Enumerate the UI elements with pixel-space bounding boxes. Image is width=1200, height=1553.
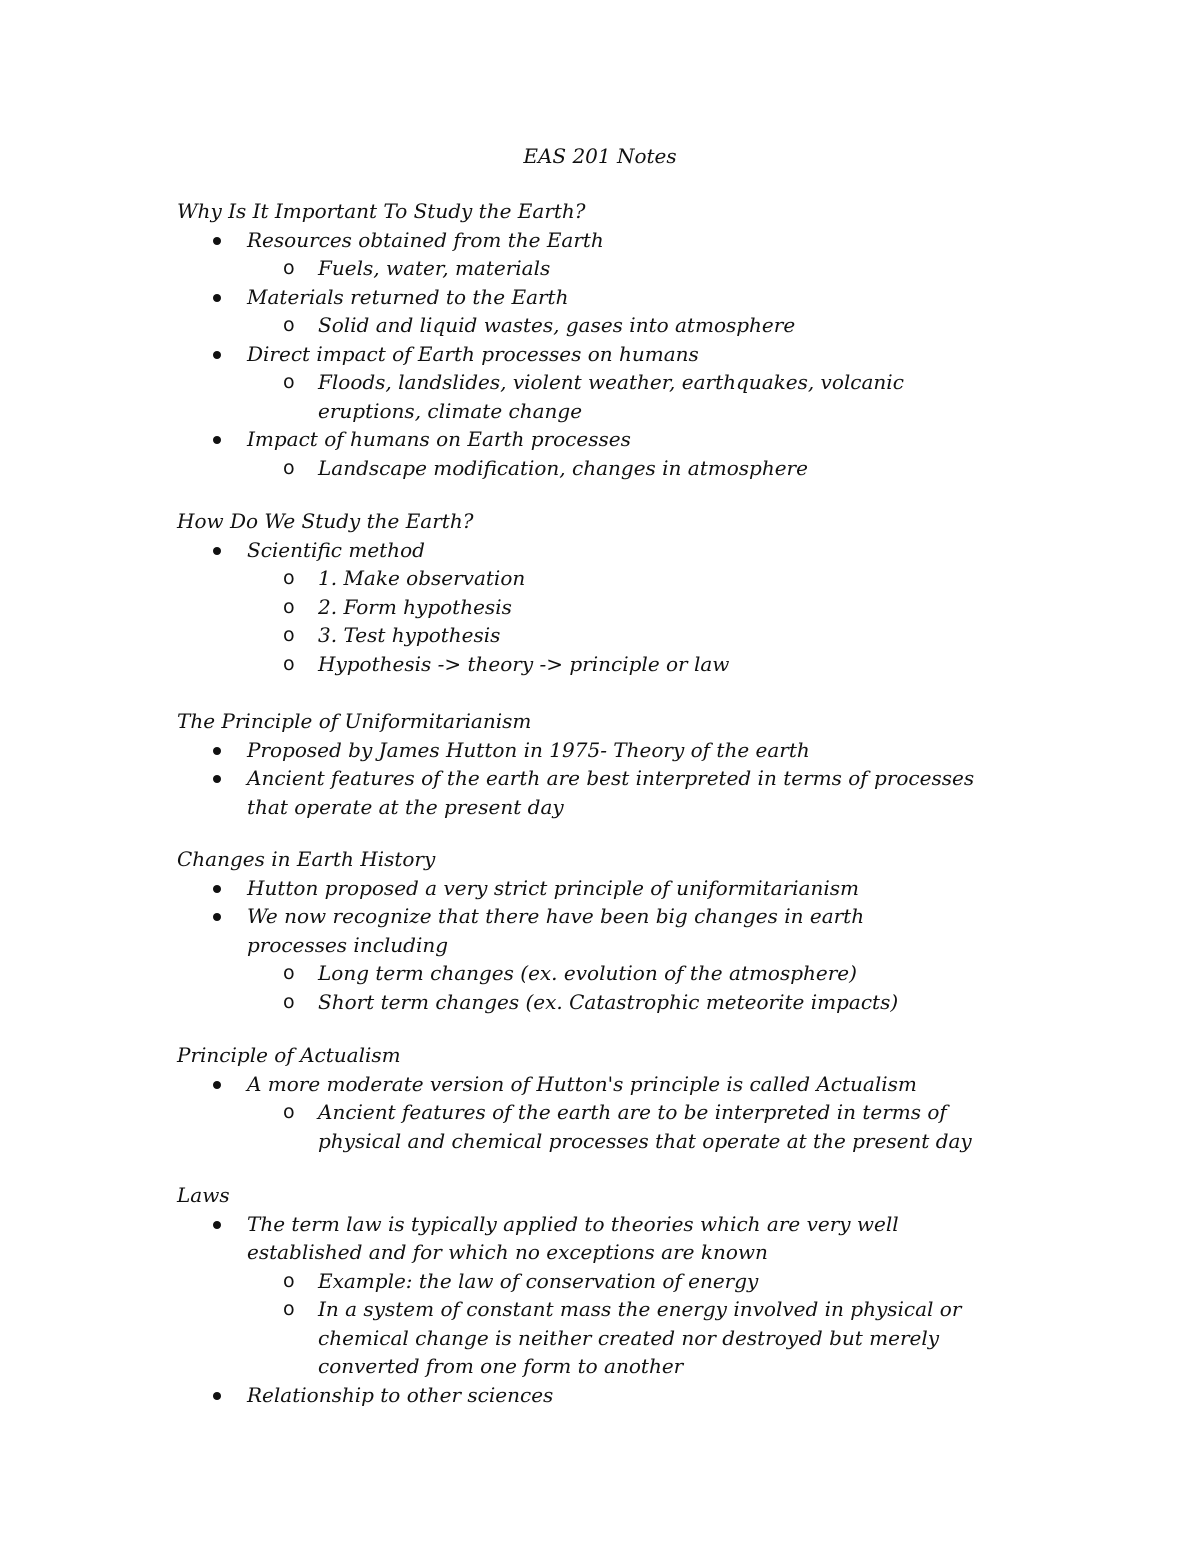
list-item: Resources obtained from the Earth <box>177 226 1057 255</box>
section-heading: Laws <box>177 1183 230 1207</box>
sub-list-item: o Ancient features of the earth are to be interpreted in terms of physical and chemical processes that operate at the present day <box>283 1100 972 1153</box>
bullet-icon <box>213 1392 221 1400</box>
list-item: Proposed by James Hutton in 1975- Theory of the earth <box>177 736 1057 765</box>
bullet-icon <box>213 747 221 755</box>
circle-bullet-icon: o <box>283 567 295 589</box>
circle-bullet-icon: o <box>283 990 295 1013</box>
sub-list-item: o Long term changes (ex. evolution of the atmosphere) <box>177 959 1057 988</box>
bullet-icon <box>213 775 221 783</box>
section-uniformitarianism <box>177 707 1057 821</box>
sub-list-item: o Example: the law of conservation of energy <box>177 1267 1057 1296</box>
bullet-icon <box>213 351 221 359</box>
bullet-icon <box>213 237 221 245</box>
list-item: A more moderate version of Hutton's principle is called Actualism <box>177 1070 1057 1099</box>
list-item: Materials returned to the Earth <box>177 283 1057 312</box>
circle-bullet-icon: o <box>283 595 295 618</box>
circle-bullet-icon: o <box>283 624 295 646</box>
section-laws <box>177 1181 1057 1409</box>
circle-bullet-icon: o <box>283 1298 295 1320</box>
circle-bullet-icon: o <box>283 962 295 984</box>
section-heading: Why Is It Important To Study the Earth? <box>177 199 586 223</box>
bullet-icon <box>213 885 221 893</box>
section-heading: Changes in Earth History <box>177 847 436 871</box>
circle-bullet-icon: o <box>283 371 295 393</box>
bullet-icon <box>213 1221 221 1229</box>
document-title: EAS 201 Notes <box>523 144 677 168</box>
sub-list-item: o 3. Test hypothesis <box>177 621 1057 650</box>
section-heading: Principle of Actualism <box>177 1043 401 1067</box>
list-item: We now recognize that there have been big changes in earth processes including <box>177 902 937 959</box>
list-item: Impact of humans on Earth processes <box>177 425 1057 454</box>
bullet-icon <box>213 1081 221 1089</box>
circle-bullet-icon: o <box>283 1101 295 1123</box>
circle-bullet-icon: o <box>283 456 295 479</box>
list-item: Hutton proposed a very strict principle of uniformitarianism <box>177 874 1057 903</box>
list-item: Scientific method <box>177 536 1057 565</box>
bullet-icon <box>213 436 221 444</box>
circle-bullet-icon: o <box>283 652 295 675</box>
sub-list-item: o Floods, landslides, violent weather, earthquakes, volcanic eruptions, climate change <box>283 370 904 423</box>
list-item: Relationship to other sciences <box>177 1381 1057 1410</box>
bullet-icon <box>213 547 221 555</box>
circle-bullet-icon: o <box>283 257 295 279</box>
sub-list-item: o Landscape modification, changes in atmosphere <box>177 454 1057 483</box>
sub-list-item: o In a system of constant mass the energy involved in physical or chemical change is neither created nor destroyed but merely converted from one form to another <box>283 1297 962 1378</box>
list-item: Direct impact of Earth processes on humans <box>177 340 1057 369</box>
sub-list-item: o Short term changes (ex. Catastrophic meteorite impacts) <box>177 988 1057 1017</box>
sub-list-item: o Solid and liquid wastes, gases into atmosphere <box>177 311 1057 340</box>
bullet-icon <box>213 294 221 302</box>
bullet-icon <box>213 913 221 921</box>
sub-list-item: o 1. Make observation <box>177 564 1057 593</box>
section-why-study-earth <box>177 197 1057 482</box>
section-changes-earth-history <box>177 845 1057 1016</box>
list-item: Ancient features of the earth are best interpreted in terms of processes that operate at the present day <box>177 764 987 821</box>
circle-bullet-icon: o <box>283 314 295 336</box>
section-heading: The Principle of Uniformitarianism <box>177 709 532 733</box>
sub-list-item: o 2. Form hypothesis <box>177 593 1057 622</box>
section-heading: How Do We Study the Earth? <box>177 509 474 533</box>
section-actualism <box>177 1041 1057 1155</box>
list-item: The term law is typically applied to theories which are very well established and for which no exceptions are known <box>177 1210 987 1267</box>
sub-list-item: o Hypothesis -> theory -> principle or law <box>177 650 1057 679</box>
sub-list-item: o Fuels, water, materials <box>177 254 1057 283</box>
circle-bullet-icon: o <box>283 1269 295 1292</box>
section-how-study-earth <box>177 507 1057 678</box>
